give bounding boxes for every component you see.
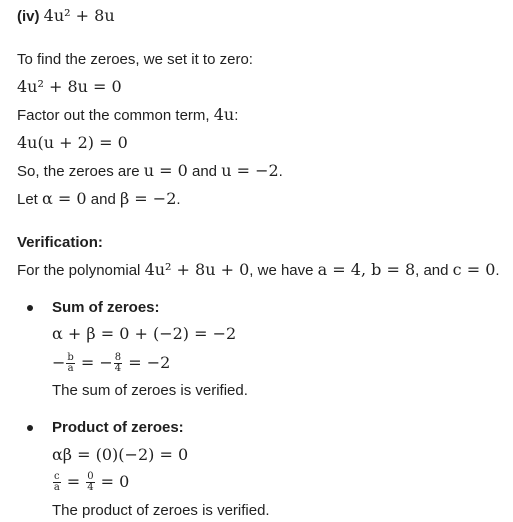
let-suffix: . [176, 191, 181, 208]
product-title: Product of zeroes: [52, 419, 184, 436]
poly-suffix: . [495, 262, 500, 279]
poly-prefix: For the polynomial [17, 262, 145, 279]
poly-and: , and [415, 262, 453, 279]
sum-ratio-equation [52, 353, 170, 374]
poly-expression: 4u² + 8u + 0 [144, 260, 250, 279]
part-expression: 4u² + 8u [43, 6, 115, 25]
factor-term: 4u [213, 105, 235, 124]
verification-heading: Verification: [17, 234, 103, 251]
let-line [17, 189, 181, 210]
sum-ratio-lead: − [52, 353, 66, 372]
frac-num: b [67, 352, 74, 363]
beta-value: β = −2 [119, 189, 177, 208]
zeroes-and: and [187, 163, 222, 180]
part-heading [17, 6, 115, 27]
sum-equation: α + β = 0 + (−2) = −2 [52, 324, 237, 343]
sum-ratio-mid: = − [75, 353, 113, 372]
fraction-b-over-a [66, 353, 74, 374]
zeroes-suffix: . [278, 163, 283, 180]
sum-title: Sum of zeroes: [52, 299, 160, 316]
frac-num: 8 [114, 352, 122, 363]
fraction-c-over-a [53, 472, 61, 493]
product-ratio-mid: = [61, 472, 86, 491]
frac-den: a [53, 482, 60, 493]
poly-mid: , we have [249, 262, 318, 279]
frac-den: a [67, 363, 74, 374]
let-prefix: Let [17, 191, 43, 208]
zeroes-prefix: So, the zeroes are [17, 163, 144, 180]
zero-one: u = 0 [143, 161, 188, 180]
product-equation: αβ = (0)(−2) = 0 [52, 445, 189, 464]
product-ratio-equation [52, 472, 129, 493]
sum-ratio-tail: = −2 [123, 353, 171, 372]
zeroes-line [17, 161, 283, 182]
equation-set-zero: 4u² + 8u = 0 [17, 77, 122, 96]
zero-two: u = −2 [221, 161, 279, 180]
product-verified-note: The product of zeroes is verified. [52, 502, 270, 519]
sum-verified-note: The sum of zeroes is verified. [52, 382, 248, 399]
intro-text: To find the zeroes, we set it to zero: [17, 51, 253, 68]
frac-den: 4 [114, 363, 122, 374]
poly-coefficients: a = 4, b = 8 [317, 260, 416, 279]
frac-num: 0 [87, 471, 94, 482]
product-ratio-tail: = 0 [95, 472, 130, 491]
fraction-8-over-4 [114, 353, 122, 374]
frac-num: c [54, 471, 60, 482]
fraction-0-over-4 [86, 472, 94, 493]
polynomial-line [17, 260, 500, 281]
factor-text [17, 105, 238, 126]
frac-den: 4 [87, 482, 94, 493]
part-label: (iv) [17, 8, 40, 25]
let-and: and [86, 191, 120, 208]
alpha-value: α = 0 [42, 189, 87, 208]
bullet-sum [27, 305, 33, 311]
poly-constant: c = 0 [452, 260, 496, 279]
factor-suffix: : [234, 107, 239, 124]
bullet-product [27, 425, 33, 431]
factor-prefix: Factor out the common term, [17, 107, 214, 124]
equation-factored: 4u(u + 2) = 0 [17, 133, 128, 152]
